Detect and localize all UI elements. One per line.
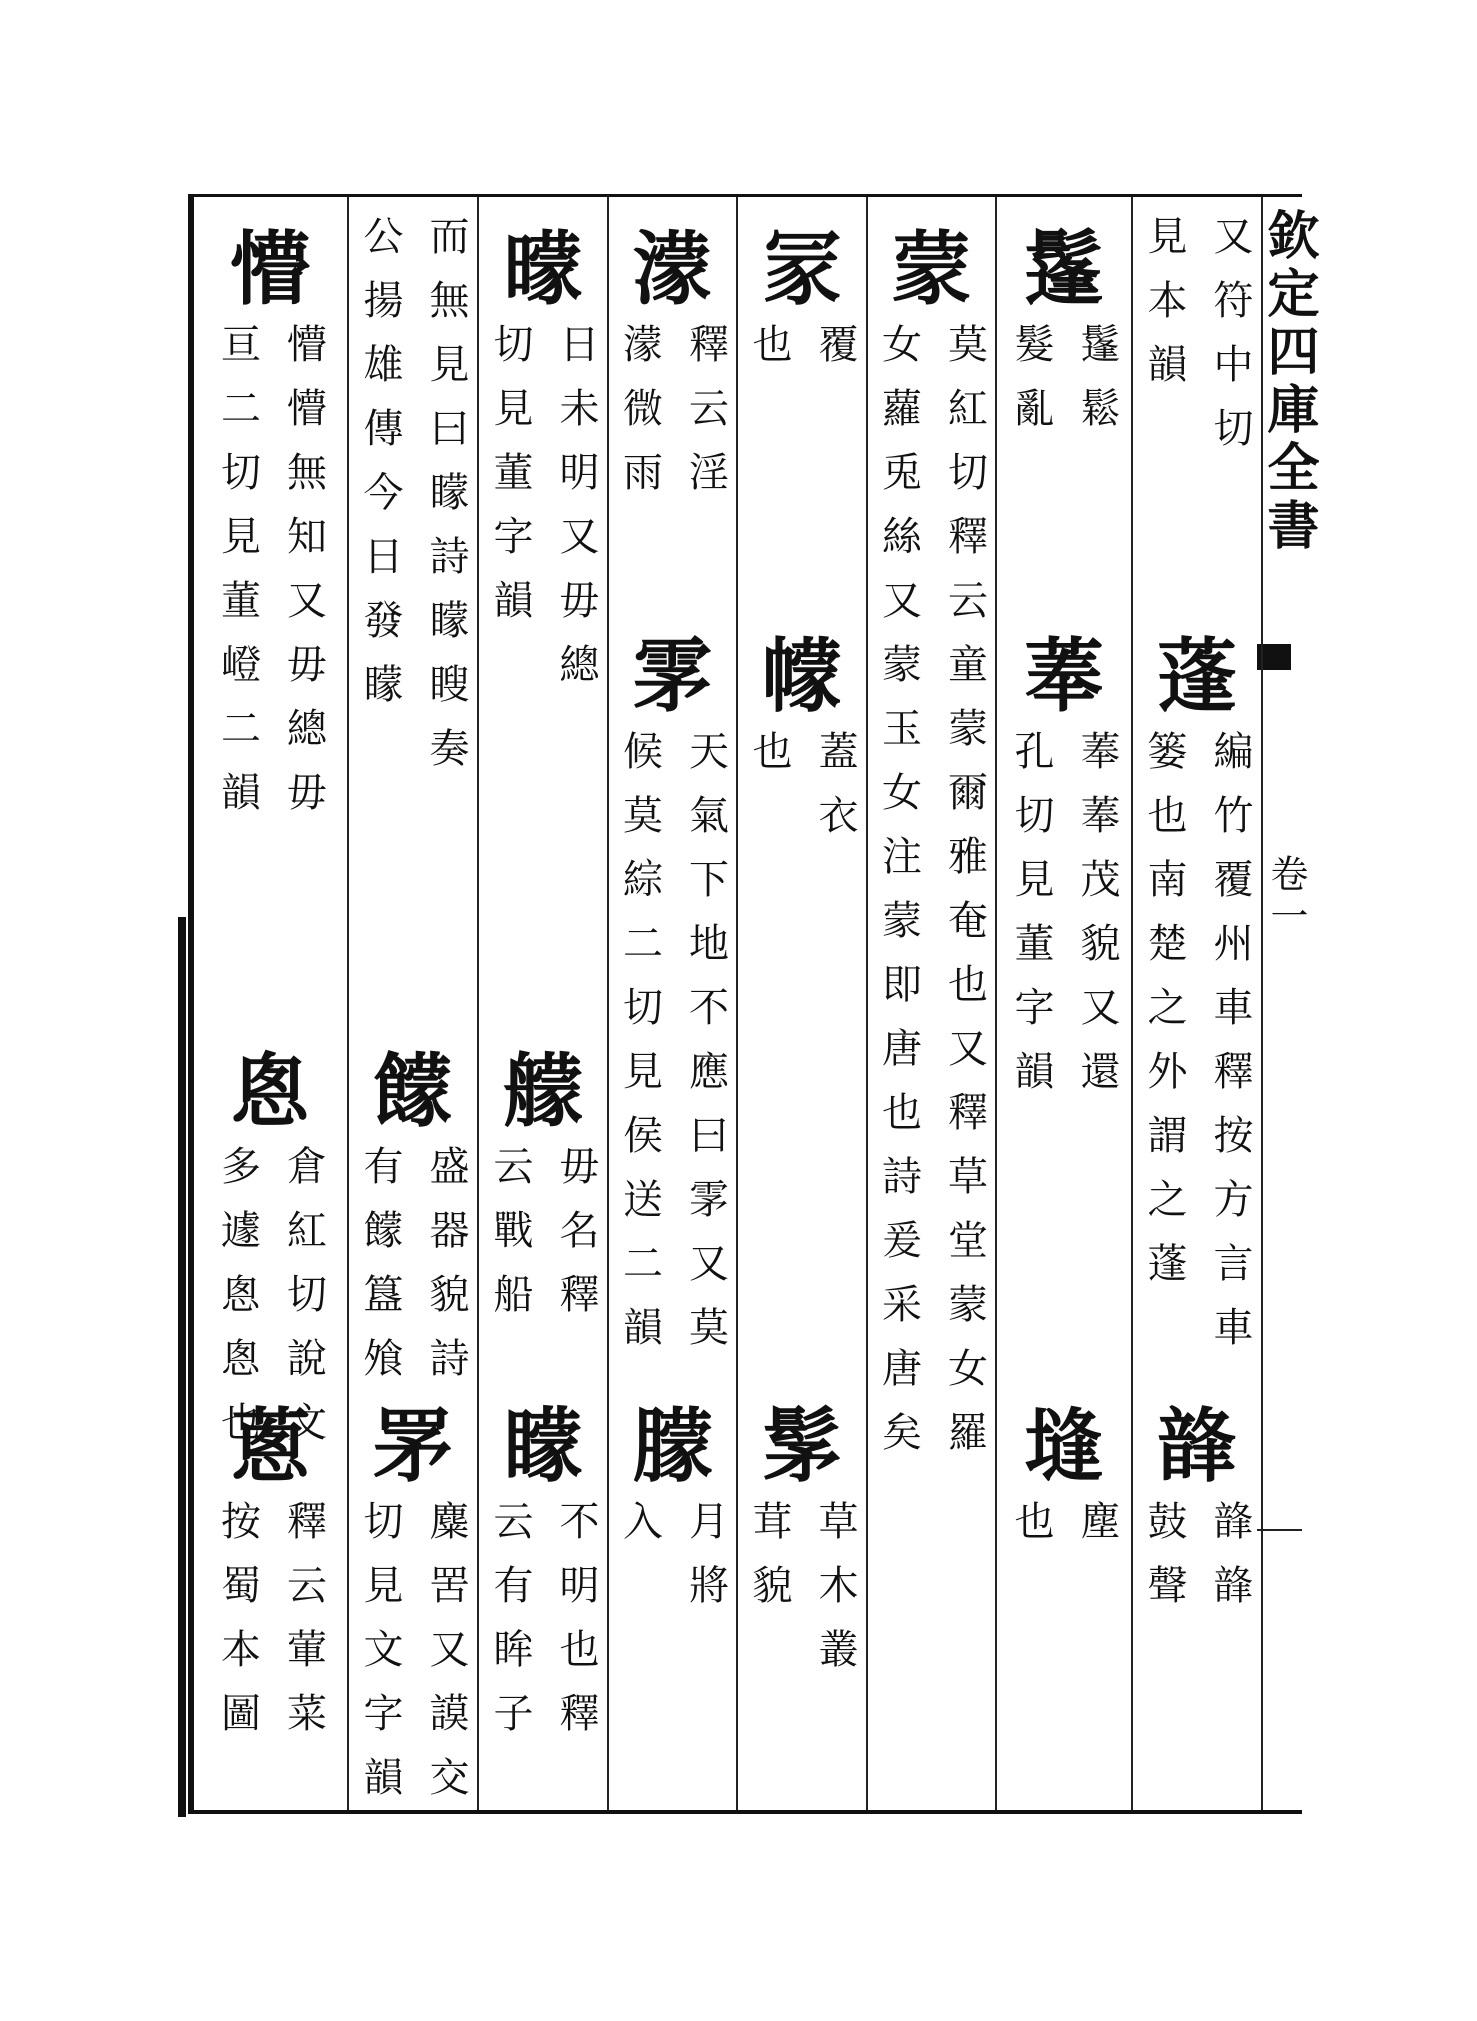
annotation-line: 云有眸子 [487,1500,533,1756]
annotation-line: 鬔鬆 [1074,323,1120,451]
annotation-line: 而無見曰矇詩矇瞍奏 [423,215,469,791]
annotation-line: 釋云葷菜 [280,1500,327,1756]
dictionary-entry [997,215,1131,451]
annotation-line: 麋罟又謨交 [423,1500,469,1820]
annotation [1005,323,1123,451]
annotation-line: 切見文字韻 [357,1500,403,1820]
annotation-line: 也 [746,323,792,387]
annotation-line: 盛器貌詩 [423,1145,469,1401]
annotation [614,1500,732,1628]
annotation-line: 濛微雨 [616,323,663,515]
text-column [194,197,349,1810]
head-character: 幪 [762,629,842,723]
volume-label: 卷一 [1264,854,1308,938]
head-character: 蔥 [230,1399,311,1493]
annotation-line: 云戰船 [487,1145,533,1337]
text-column [868,197,997,1810]
head-character: 曚 [503,222,583,316]
annotation [873,323,991,1475]
head-character: 雺 [632,629,713,723]
dictionary-entry [738,1392,866,1692]
annotation-line: 韸韸 [1207,1500,1253,1628]
annotation-line: 日未明又毋總 [553,323,599,707]
annotation-line: 女蘿兎絲又蒙玉女注蒙即唐也詩爰采唐矣 [875,323,922,1475]
head-character: 蒙 [891,222,972,316]
annotation-line: 髮亂 [1008,323,1054,451]
text-column [609,197,738,1810]
annotation-line: 塵 [1074,1500,1120,1564]
annotation-line: 也 [746,730,792,794]
text-column [349,197,479,1820]
dictionary-entry [349,1392,477,1820]
text-column [997,197,1133,1810]
annotation [1138,1500,1256,1628]
head-character: 朦 [632,1399,713,1493]
head-character: 濛 [632,222,713,316]
annotation [614,323,732,515]
dictionary-entry [349,215,477,791]
annotation [484,1500,602,1756]
text-frame [188,194,1302,1820]
dictionary-entry [349,1037,477,1401]
annotation-line: 天氣下地不應曰雺又莫 [682,730,729,1370]
head-character: 菶 [1024,629,1104,723]
annotation-line: 見本韻 [1141,215,1187,407]
annotation-line: 亘二切見董嶝二韻 [214,323,261,835]
annotation-line: 毋名釋 [553,1145,599,1337]
dictionary-entry [1133,215,1261,471]
annotation-line: 篓也南楚之外謂之蓬 [1141,730,1187,1306]
annotation-line: 公揚雄傳今日發矇 [357,215,403,727]
dictionary-entry [738,215,866,387]
head-character: 艨 [503,1044,583,1138]
annotation [212,323,330,835]
text-column [738,197,868,1810]
annotation-line: 候莫綜二切見侯送二韻 [616,730,663,1370]
dictionary-entry [609,622,736,1370]
annotation [614,730,732,1370]
dictionary-entry [194,215,347,835]
dictionary-entry [194,1392,347,1756]
annotation [1138,730,1256,1370]
annotation-line: 不明也釋 [553,1500,599,1756]
head-character: 韸 [1157,1399,1237,1493]
annotation-line: 草木叢 [812,1500,858,1692]
head-character: 悤 [230,1044,311,1138]
annotation [1005,730,1123,1114]
annotation [484,323,602,707]
head-character: 罞 [373,1399,453,1493]
dictionary-entry [738,622,866,858]
head-character: 塳 [1024,1399,1104,1493]
annotation-line: 多遽悤悤也 [214,1145,261,1465]
dictionary-entry [479,215,607,707]
annotation-line: 又符中切 [1207,215,1253,471]
annotation [743,730,861,858]
text-column [1133,197,1263,1810]
annotation [212,1500,330,1756]
head-character: 饛 [373,1044,453,1138]
annotation-line: 切見董字韻 [487,323,533,643]
dictionary-entry [1133,622,1261,1370]
text-column [479,197,609,1810]
annotation-line: 莫紅切釋云童蒙爾雅奄也又釋草堂蒙女羅 [941,323,988,1475]
head-character: 矇 [503,1399,583,1493]
book-title: 欽定四庫全書 [1258,208,1319,556]
dictionary-entry [479,1392,607,1756]
annotation-line: 有饛簋飧 [357,1145,403,1401]
annotation [743,1500,861,1692]
annotation-line: 覆 [812,323,858,387]
dictionary-entry [479,1037,607,1337]
annotation-line: 茸貌 [746,1500,792,1628]
head-character: 懵 [230,222,311,316]
annotation-line: 月將 [682,1500,729,1628]
annotation-line: 菶菶茂貌又還 [1074,730,1120,1114]
annotation-line: 倉紅切說文 [280,1145,327,1465]
dictionary-entry [609,1392,736,1628]
annotation-line: 懵懵無知又毋總毋 [280,323,327,835]
annotation-line: 入 [616,1500,663,1564]
annotation [1138,215,1256,471]
dictionary-entry [997,622,1131,1114]
annotation-line: 鼓聲 [1141,1500,1187,1628]
dictionary-entry [997,1392,1131,1564]
annotation-line: 按蜀本圖 [214,1500,261,1756]
annotation [484,1145,602,1337]
head-character: 蓬 [1157,629,1237,723]
head-character: 髳 [762,1399,842,1493]
annotation-line: 釋云淫 [682,323,729,515]
head-character: 鬔 [1024,222,1104,316]
head-character: 冡 [762,222,842,316]
annotation-line: 孔切見董字韻 [1008,730,1054,1114]
annotation-line: 也 [1008,1500,1054,1564]
dictionary-entry [609,215,736,515]
annotation [354,1145,472,1401]
annotation [743,323,861,387]
annotation [1005,1500,1123,1564]
dictionary-entry [868,215,995,1475]
annotation [354,1500,472,1820]
annotation [354,215,472,791]
dictionary-entry [1133,1392,1261,1628]
annotation-line: 編竹覆州車釋按方言車 [1207,730,1253,1370]
annotation-line: 蓋衣 [812,730,858,858]
